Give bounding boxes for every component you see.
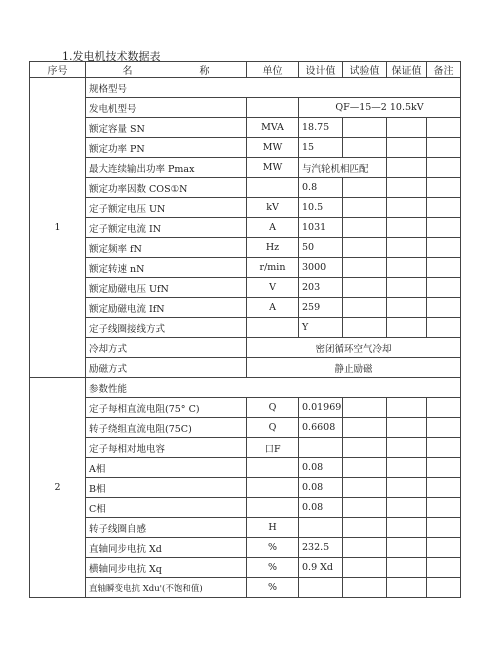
- row-name: C相: [86, 498, 247, 518]
- row-design-value: 1031: [299, 218, 343, 238]
- table-row: [30, 478, 461, 498]
- row-design-value: 203: [299, 278, 343, 298]
- row-design-value: 密闭循环空气冷却: [247, 338, 461, 358]
- row-name: 最大连续输出功率 Pmax: [86, 158, 247, 178]
- row-design-value: 3000: [299, 258, 343, 278]
- row-design-value: 0.08: [299, 458, 343, 478]
- table-row: [30, 118, 461, 138]
- table-row: [30, 198, 461, 218]
- generator-spec-table: [29, 61, 461, 598]
- row-unit: Hz: [247, 238, 299, 258]
- table-row: [30, 278, 461, 298]
- row-unit: [247, 178, 299, 198]
- row-unit: MW: [247, 158, 299, 178]
- row-design-value: 0.08: [299, 498, 343, 518]
- row-design-value: 0.6608: [299, 418, 343, 438]
- row-unit: %: [247, 558, 299, 578]
- table-row: [30, 138, 461, 158]
- row-design-value: [299, 518, 343, 538]
- row-unit: 口F: [247, 438, 299, 458]
- header-unit: 单位: [247, 62, 299, 78]
- row-unit: V: [247, 278, 299, 298]
- section-row: [30, 78, 461, 98]
- row-design-value: 259: [299, 298, 343, 318]
- table-row: [30, 458, 461, 478]
- table-caption: 1.发电机技术数据表: [62, 50, 161, 63]
- row-unit: [247, 318, 299, 338]
- table-row: [30, 398, 461, 418]
- row-design-value: 50: [299, 238, 343, 258]
- row-name: 额定容量 SN: [86, 118, 247, 138]
- row-unit: Q: [247, 398, 299, 418]
- table-row: [30, 238, 461, 258]
- row-unit: [247, 458, 299, 478]
- row-name: A相: [86, 458, 247, 478]
- table-row: [30, 538, 461, 558]
- row-name: 额定励磁电流 IfN: [86, 298, 247, 318]
- row-unit: Q: [247, 418, 299, 438]
- row-unit: A: [247, 298, 299, 318]
- row-unit: kV: [247, 198, 299, 218]
- row-design-value: 15: [299, 138, 343, 158]
- row-name: 发电机型号: [86, 98, 247, 118]
- table-row: [30, 498, 461, 518]
- table-row: [30, 258, 461, 278]
- section-title: 规格型号: [86, 78, 461, 98]
- row-name: 定子每相对地电容: [86, 438, 247, 458]
- table-row: [30, 558, 461, 578]
- table-row: [30, 578, 461, 598]
- row-unit: %: [247, 578, 299, 598]
- row-design-value: 0.08: [299, 478, 343, 498]
- section-number: 2: [30, 378, 86, 598]
- row-unit: MVA: [247, 118, 299, 138]
- row-design-value: [299, 578, 343, 598]
- row-design-value: 0.01969: [299, 398, 343, 418]
- row-name: 励磁方式: [86, 358, 247, 378]
- table-row: [30, 358, 461, 378]
- row-unit: [247, 98, 299, 118]
- row-name: 定子额定电压 UN: [86, 198, 247, 218]
- row-design-value: 10.5: [299, 198, 343, 218]
- row-name: B相: [86, 478, 247, 498]
- row-name: 额定转速 nN: [86, 258, 247, 278]
- row-name: 横轴同步电抗 Xq: [86, 558, 247, 578]
- header-name: 名 称: [86, 62, 247, 78]
- row-name: 直轴同步电抗 Xd: [86, 538, 247, 558]
- row-unit: [247, 478, 299, 498]
- row-design-value: 静止励磁: [247, 358, 461, 378]
- row-design-value: 232.5: [299, 538, 343, 558]
- row-design-value: 18.75: [299, 118, 343, 138]
- row-design-value: [299, 438, 343, 458]
- row-name: 额定功率因数 COS①N: [86, 178, 247, 198]
- row-unit: %: [247, 538, 299, 558]
- table-row: [30, 158, 461, 178]
- section-row: [30, 378, 461, 398]
- table-row: [30, 338, 461, 358]
- row-design-value: 与汽轮机相匹配: [299, 158, 387, 178]
- section-title: 参数性能: [86, 378, 461, 398]
- header-test: 试验值: [343, 62, 387, 78]
- table-row: [30, 418, 461, 438]
- row-design-value: Y: [299, 318, 343, 338]
- table-row: [30, 518, 461, 538]
- row-name: 额定频率 fN: [86, 238, 247, 258]
- table-row: [30, 98, 461, 118]
- row-name: 直轴瞬变电抗 Xdu'(不饱和值): [86, 578, 247, 598]
- header-design: 设计值: [299, 62, 343, 78]
- row-name: 转子绕组直流电阻(75C): [86, 418, 247, 438]
- row-name: 额定功率 PN: [86, 138, 247, 158]
- table-row: [30, 438, 461, 458]
- row-design-value: 0.9 Xd: [299, 558, 343, 578]
- row-design-value: QF—15—2 10.5kV: [299, 98, 461, 118]
- row-unit: A: [247, 218, 299, 238]
- row-unit: r/min: [247, 258, 299, 278]
- row-name: 冷却方式: [86, 338, 247, 358]
- table-row: [30, 318, 461, 338]
- row-unit: MW: [247, 138, 299, 158]
- table-row: [30, 178, 461, 198]
- row-design-value: 0.8: [299, 178, 343, 198]
- table-row: [30, 218, 461, 238]
- row-name: 转子线圈自感: [86, 518, 247, 538]
- row-name: 定子每相直流电阻(75° C): [86, 398, 247, 418]
- header-seq: 序号: [30, 62, 86, 78]
- row-name: 额定励磁电压 UfN: [86, 278, 247, 298]
- section-number: 1: [30, 78, 86, 378]
- header-row: [30, 62, 461, 78]
- header-remark: 备注: [427, 62, 461, 78]
- row-name: 定子线圈接线方式: [86, 318, 247, 338]
- row-name: 定子额定电流 IN: [86, 218, 247, 238]
- row-unit: [247, 498, 299, 518]
- header-guarantee: 保证值: [387, 62, 427, 78]
- row-unit: H: [247, 518, 299, 538]
- table-row: [30, 298, 461, 318]
